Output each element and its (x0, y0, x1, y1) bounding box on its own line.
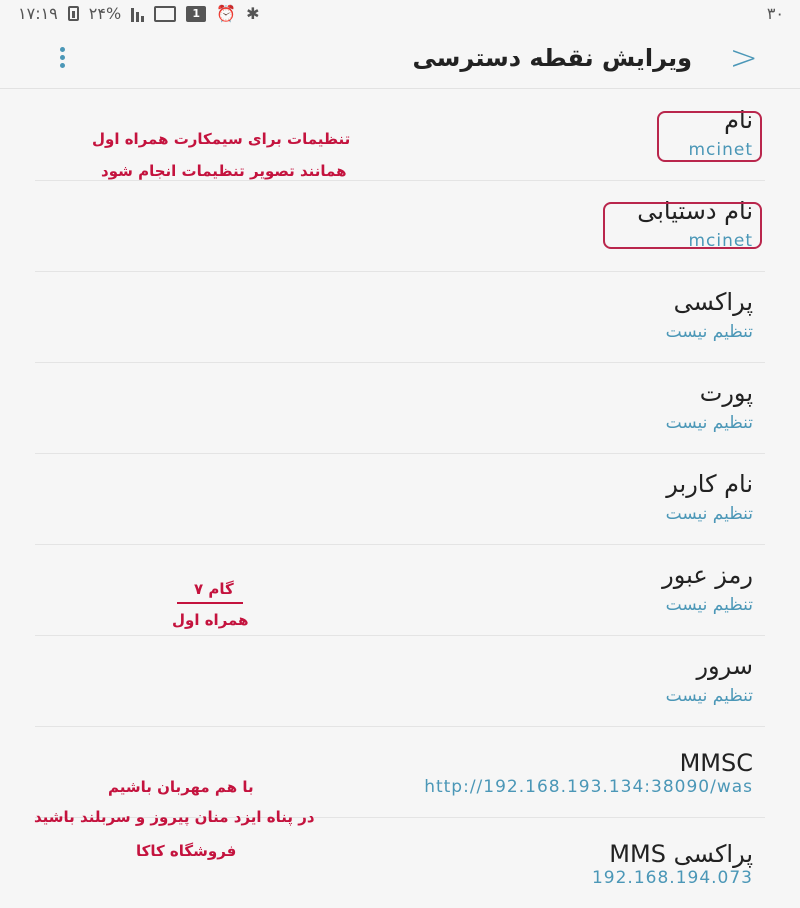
setting-row-port[interactable] (35, 363, 765, 454)
setting-value: تنظیم نیست (665, 322, 753, 342)
annotation-step-divider (177, 602, 243, 604)
setting-label: رمز عبور (662, 561, 753, 589)
annotation-footer-line2: در پناه ایزد منان پیروز و سربلند باشید (34, 808, 315, 826)
highlight-box-apn (603, 202, 762, 249)
setting-row-username[interactable] (35, 454, 765, 545)
status-bar (0, 0, 800, 30)
page-title: ویرایش نقطه دسترسی (412, 44, 692, 72)
setting-value: تنظیم نیست (665, 595, 753, 615)
annotation-footer-line3: فروشگاه کاکا (136, 842, 237, 860)
setting-row-server[interactable] (35, 636, 765, 727)
alarm-icon: ⏰ (216, 4, 237, 23)
annotation-note-line2: همانند تصویر تنظیمات انجام شود (101, 162, 347, 180)
status-bar-left (18, 4, 259, 23)
setting-value: تنظیم نیست (665, 504, 753, 524)
setting-row-password[interactable] (35, 545, 765, 636)
back-arrow-icon[interactable]: > (729, 38, 758, 78)
annotation-note-line1: تنظیمات برای سیمکارت همراه اول (92, 130, 351, 148)
status-time: ۱۷:۱۹ (18, 4, 58, 23)
setting-value: mcinet (688, 231, 753, 251)
more-options-icon[interactable] (55, 47, 69, 71)
setting-label: پورت (699, 379, 753, 407)
highlight-box-name (657, 111, 762, 162)
setting-label: پراکسی (673, 288, 753, 316)
signal-icon (131, 6, 144, 22)
sim-one-icon: 1 (186, 6, 206, 22)
setting-label: پراکسی MMS (609, 840, 753, 868)
setting-row-mmsc[interactable] (35, 727, 765, 818)
battery-icon (68, 6, 79, 21)
status-bar-right: ۳۰ (766, 4, 784, 23)
setting-value: http://192.168.193.134:38090/was (424, 777, 753, 797)
annotation-operator: همراه اول (172, 611, 249, 629)
bluetooth-icon: ✱ (246, 4, 260, 23)
setting-value: mcinet (688, 140, 753, 160)
setting-value: 192.168.194.073 (591, 868, 753, 888)
setting-value: تنظیم نیست (665, 686, 753, 706)
annotation-step: گام ۷ (194, 580, 234, 598)
setting-label: MMSC (679, 749, 753, 777)
app-toolbar (0, 30, 800, 89)
battery-percent: ۲۴% (88, 4, 122, 23)
setting-row-proxy[interactable] (35, 272, 765, 363)
setting-row-mms-proxy[interactable] (35, 818, 765, 908)
setting-value: تنظیم نیست (665, 413, 753, 433)
setting-label: نام (724, 106, 753, 134)
annotation-footer-line1: با هم مهربان باشیم (108, 778, 254, 796)
setting-label: نام دستیابی (637, 197, 753, 225)
setting-label: نام کاربر (666, 470, 753, 498)
setting-label: سرور (696, 652, 753, 680)
sim-signal-icon (154, 6, 176, 22)
